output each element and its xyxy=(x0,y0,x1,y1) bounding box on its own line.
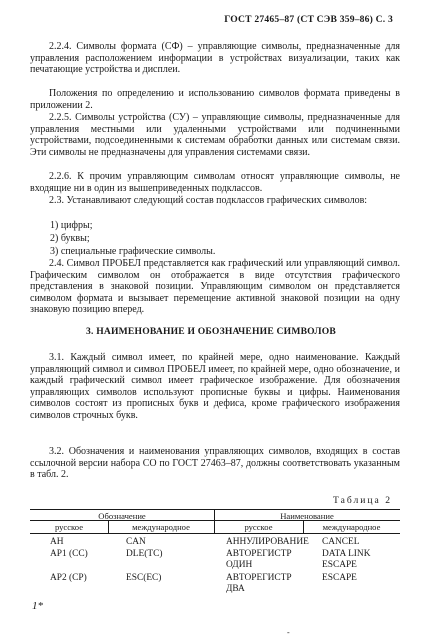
table-cell: DATA LINK ESCAPE xyxy=(322,549,371,570)
table-cell: АР2 (СР) xyxy=(50,573,87,583)
table-cell: АННУЛИРОВАНИЕ xyxy=(226,537,309,547)
paragraph-2-4: 2.4. Символ ПРОБЕЛ представляется как графический или управляющий символ. Графическим символом он отображается в виде отсутствия графического представления в знаковой позиции. Управляющим символом он представляется символом формата и вызывает перемещение активной знаковой позиции на одну знаковую позицию вперед. xyxy=(30,258,400,316)
page-signature-mark: 1* xyxy=(32,600,43,612)
paragraph-3-2: 3.2. Обозначения и наименования управляющих символов, входящих в состав ссылочной версии набора СО по ГОСТ 27463–87, должны соответствовать указанным в табл. 2. xyxy=(30,446,400,481)
table-cell: АР1 (СС) xyxy=(50,549,88,559)
paragraph-2-2-6: 2.2.6. К прочим управляющим символам относят управляющие символы, не входящие ни в один из вышеприведенных подклассов. xyxy=(30,171,400,194)
table-sub-header: русское xyxy=(54,522,84,532)
table-cell: ESCAPE xyxy=(322,573,357,583)
list-item: 2) буквы; xyxy=(50,233,90,244)
table-sub-header: русское xyxy=(244,522,273,532)
table-cell: АВТОРЕГИСТР ОДИН xyxy=(226,549,292,570)
paragraph-format-note: Положения по определению и использованию символов формата приведены в приложении 2. xyxy=(30,88,400,111)
table-cell: DLE(TC) xyxy=(126,549,163,559)
running-header: ГОСТ 27465–87 (СТ СЭВ 359–86) С. 3 xyxy=(224,14,393,25)
table-rule xyxy=(30,533,400,534)
table-rule-top xyxy=(30,509,400,510)
table-caption: Таблица 2 xyxy=(332,495,392,506)
bottom-mark: - xyxy=(287,628,290,637)
table-cell: CANCEL xyxy=(322,537,360,547)
paragraph-2-3: 2.3. Устанавливают следующий состав подклассов графических символов: xyxy=(49,195,368,206)
paragraph-2-2-4: 2.2.4. Символы формата (СФ) – управляющие символы, предназначенные для управления расположением информации в устройствах визуализации, таких как печатающие устройства и дисплеи. xyxy=(30,41,400,76)
table-group-header: Наименование xyxy=(280,511,334,521)
paragraph-2-2-5: 2.2.5. Символы устройства (СУ) – управляющие символы, предназначенные для управления местными или удаленными устройствами или подчиненными устройствами, подсоединенными к системам обработки данных или системам связи. Эти символы не предназначены для управления системами связи. xyxy=(30,112,400,158)
table-sub-header: международное xyxy=(132,522,190,532)
table-group-header: Обозначение xyxy=(98,511,146,521)
paragraph-3-1: 3.1. Каждый символ имеет, по крайней мере, одно наименование. Каждый управляющий символ и символ ПРОБЕЛ имеет, по крайней мере, одно обозначение, и каждый графический символ имеет графическое изображение. Для обозначения управляющих символов используют прописные буквы и цифры. Наименования символов состоят из прописных букв и дефиса, кроме графического изображения символов строчных букв. xyxy=(30,352,400,421)
table-cell: АН xyxy=(50,537,64,547)
list-item: 1) цифры; xyxy=(50,220,93,231)
list-item: 3) специальные графические символы. xyxy=(50,246,216,257)
table-cell: ESC(EC) xyxy=(126,573,162,583)
table-sub-header: международное xyxy=(322,522,381,532)
table-cell: CAN xyxy=(126,537,146,547)
section-title: 3. НАИМЕНОВАНИЕ И ОБОЗНАЧЕНИЕ СИМВОЛОВ xyxy=(86,326,336,337)
table-cell: АВТОРЕГИСТР ДВА xyxy=(226,573,292,594)
